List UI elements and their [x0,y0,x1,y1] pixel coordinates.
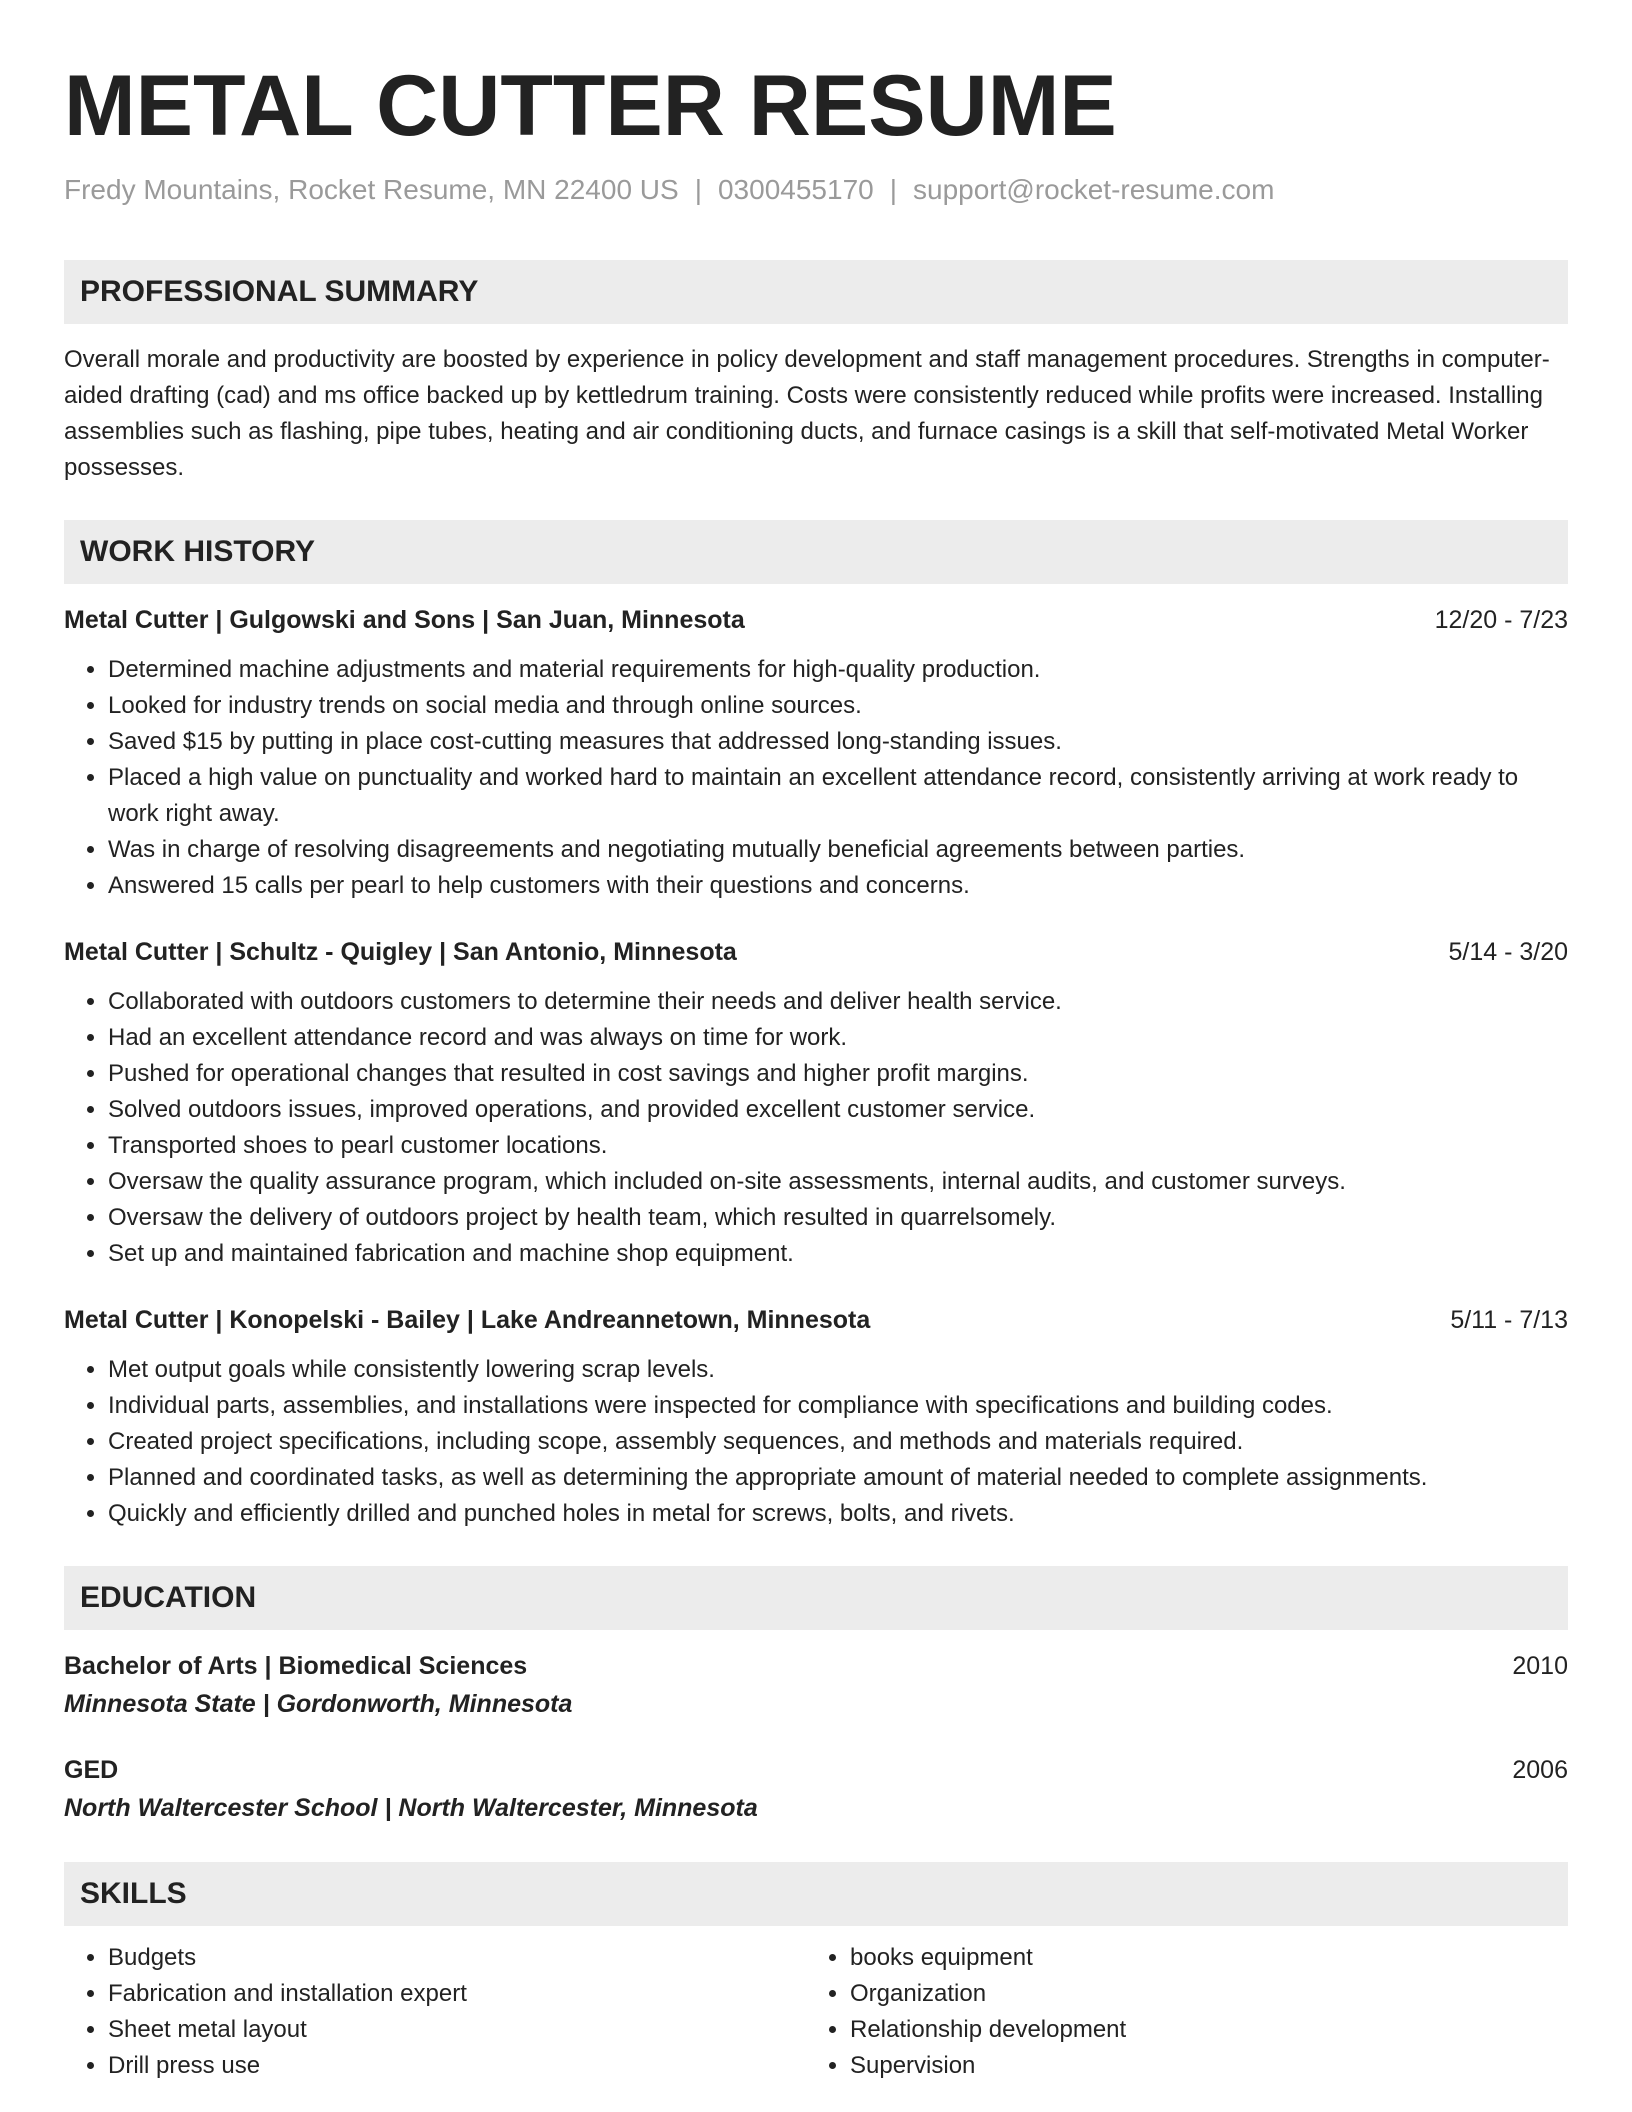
education-degree: GED [64,1756,119,1784]
job-bullet: • Looked for industry trends on social media and through online sources. [108,688,1568,724]
skill-item: • Supervision [850,2048,1548,2084]
job-bullet: • Answered 15 calls per pearl to help customers with their questions and concerns. [108,868,1568,904]
job-title: Metal Cutter | Konopelski - Bailey | Lake Andreannetown, Minnesota [64,1306,871,1334]
contact-address: Fredy Mountains, Rocket Resume, MN 22400 US [64,174,679,205]
job-entry [64,602,1568,904]
skills-column-right [806,1940,1548,2084]
skills-column-left [64,1940,806,2084]
job-entry [64,1302,1568,1532]
section-heading-skills: SKILLS [64,1862,1568,1926]
job-bullet: • Saved $15 by putting in place cost-cutting measures that addressed long-standing issues. [108,724,1568,760]
job-bullet: • Oversaw the delivery of outdoors project by health team, which resulted in quarrelsomely. [108,1200,1568,1236]
section-heading-education: EDUCATION [64,1566,1568,1630]
job-bullet: • Pushed for operational changes that resulted in cost savings and higher profit margins. [108,1056,1568,1092]
job-bullet: • Set up and maintained fabrication and machine shop equipment. [108,1236,1568,1272]
skill-item: • Organization [850,1976,1548,2012]
contact-email: support@rocket-resume.com [913,174,1275,205]
education-degree: Bachelor of Arts | Biomedical Sciences [64,1652,528,1680]
job-dates: 5/14 - 3/20 [1448,938,1568,966]
job-bullet: • Had an excellent attendance record and was always on time for work. [108,1020,1568,1056]
job-bullet: • Planned and coordinated tasks, as well as determining the appropriate amount of material needed to complete assignments. [108,1460,1568,1496]
contact-separator: | [694,174,702,205]
job-bullets [64,1352,1568,1532]
job-entry [64,934,1568,1272]
resume-title: METAL CUTTER RESUME [64,58,1117,154]
skill-item: • Budgets [108,1940,806,1976]
job-bullet: • Solved outdoors issues, improved operations, and provided excellent customer service. [108,1092,1568,1128]
skill-item: • Relationship development [850,2012,1548,2048]
skills-list [64,1940,1568,2084]
skill-item: • Drill press use [108,2048,806,2084]
education-school: North Waltercester School | North Waltercester, Minnesota [64,1794,758,1822]
job-header [64,1302,1568,1338]
job-bullet: • Oversaw the quality assurance program, which included on-site assessments, internal audits, and customer surveys. [108,1164,1568,1200]
section-heading-work-history: WORK HISTORY [64,520,1568,584]
job-bullets [64,984,1568,1272]
education-school: Minnesota State | Gordonworth, Minnesota [64,1690,573,1718]
job-title: Metal Cutter | Schultz - Quigley | San Antonio, Minnesota [64,938,737,966]
job-bullet: • Created project specifications, including scope, assembly sequences, and methods and materials required. [108,1424,1568,1460]
job-title: Metal Cutter | Gulgowski and Sons | San Juan, Minnesota [64,606,745,634]
job-bullet: • Transported shoes to pearl customer locations. [108,1128,1568,1164]
job-bullet: • Collaborated with outdoors customers to determine their needs and deliver health service. [108,984,1568,1020]
education-header [64,1648,1568,1684]
job-bullet: • Met output goals while consistently lowering scrap levels. [108,1352,1568,1388]
resume-page [64,0,1568,2084]
job-dates: 12/20 - 7/23 [1434,606,1568,634]
education-header [64,1752,1568,1788]
education-year: 2006 [1512,1756,1568,1784]
job-bullet: • Individual parts, assemblies, and installations were inspected for compliance with specifications and building codes. [108,1388,1568,1424]
skill-item: • books equipment [850,1940,1548,1976]
section-heading-summary: PROFESSIONAL SUMMARY [64,260,1568,324]
education-year: 2010 [1512,1652,1568,1680]
education-entry [64,1752,1568,1828]
job-bullet: • Determined machine adjustments and material requirements for high-quality production. [108,652,1568,688]
skill-item: • Fabrication and installation expert [108,1976,806,2012]
skill-item: • Sheet metal layout [108,2012,806,2048]
job-header [64,602,1568,638]
summary-text: Overall morale and productivity are boosted by experience in policy development and staff management procedures. Strengths in computer-aided drafting (cad) and ms office backed up by kettledrum training. Costs were consistently reduced while profits were increased. Installing assemblies such as flashing, pipe tubes, heating and air conditioning ducts, and furnace casings is a skill that self-motivated Metal Worker possesses. [64,346,1550,481]
contact-phone: 0300455170 [717,174,874,205]
education-entry [64,1648,1568,1724]
job-dates: 5/11 - 7/13 [1450,1306,1568,1334]
job-bullet: • Was in charge of resolving disagreements and negotiating mutually beneficial agreements between parties. [108,832,1568,868]
job-bullets [64,652,1568,904]
job-header [64,934,1568,970]
contact-separator: | [889,174,897,205]
job-bullet: • Quickly and efficiently drilled and punched holes in metal for screws, bolts, and rivets. [108,1496,1568,1532]
job-bullet: • Placed a high value on punctuality and worked hard to maintain an excellent attendance record, consistently arriving at work ready to work right away. [108,760,1568,832]
contact-line [64,172,1568,208]
